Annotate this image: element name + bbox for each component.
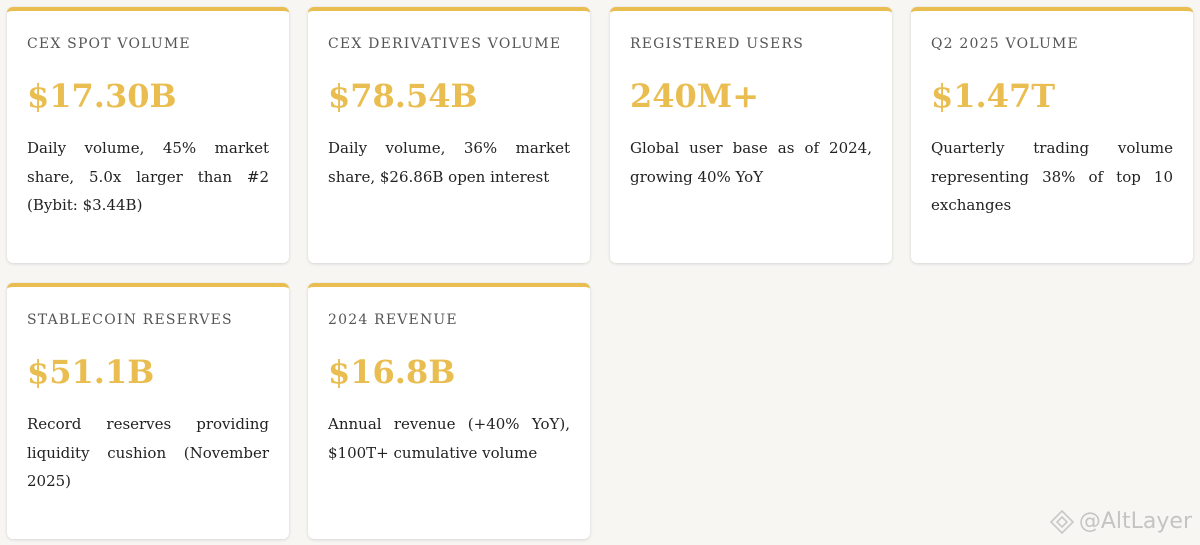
- stat-card-stablecoin-reserves: [7, 283, 289, 539]
- stat-value: $16.8B: [328, 353, 456, 391]
- stat-description: Annual revenue (+40% YoY), $100T+ cumulative volume: [328, 415, 570, 462]
- stat-label: Q2 2025 VOLUME: [931, 36, 1079, 52]
- stat-label: STABLECOIN RESERVES: [27, 312, 233, 328]
- watermark: [1049, 509, 1192, 535]
- stat-value: $17.30B: [27, 77, 177, 115]
- stat-description: Quarterly trading volume representing 38% of top 10 exchanges: [931, 139, 1173, 214]
- stat-card-registered-users: [610, 7, 892, 263]
- stat-description: Daily volume, 45% market share, 5.0x larger than #2 (Bybit: $3.44B): [27, 139, 269, 214]
- watermark-text: @AltLayer: [1078, 509, 1192, 534]
- stat-value: $1.47T: [931, 77, 1056, 115]
- stat-card-2024-revenue: [308, 283, 590, 539]
- stat-value: $78.54B: [328, 77, 478, 115]
- stat-card-q2-2025-volume: [911, 7, 1193, 263]
- stat-card-cex-spot-volume: [7, 7, 289, 263]
- stat-description: Global user base as of 2024, growing 40% YoY: [630, 139, 872, 186]
- stat-value: $51.1B: [27, 353, 155, 391]
- stat-label: CEX SPOT VOLUME: [27, 36, 191, 52]
- altlayer-logo-icon: [1049, 509, 1075, 535]
- stat-description: Daily volume, 36% market share, $26.86B open interest: [328, 139, 570, 186]
- stat-label: CEX DERIVATIVES VOLUME: [328, 36, 562, 52]
- stat-card-cex-derivatives-volume: [308, 7, 590, 263]
- stat-label: REGISTERED USERS: [630, 36, 804, 52]
- stat-value: 240M+: [630, 77, 760, 115]
- stat-description: Record reserves providing liquidity cushion (November 2025): [27, 415, 269, 490]
- stat-label: 2024 REVENUE: [328, 312, 458, 328]
